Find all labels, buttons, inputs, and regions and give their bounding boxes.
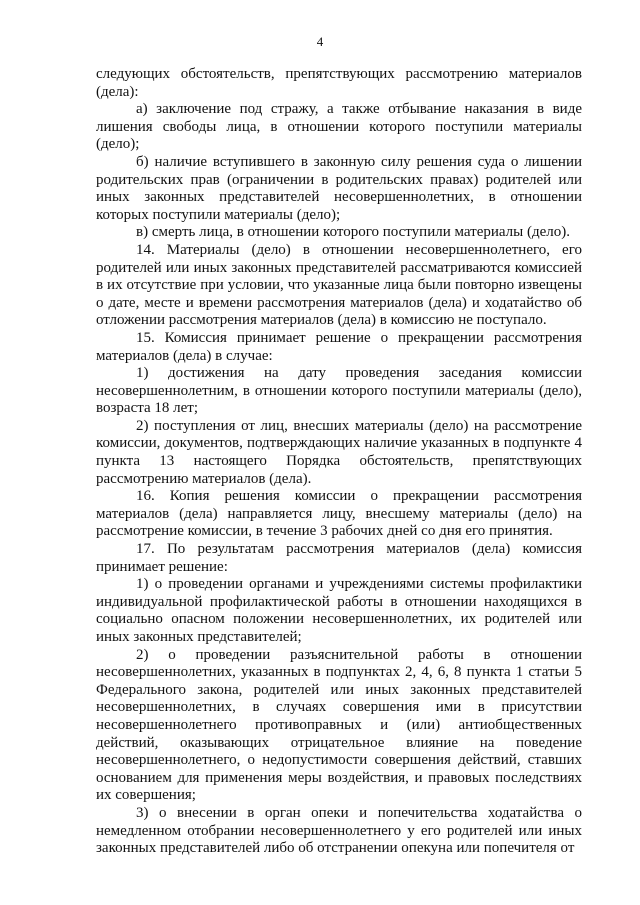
- paragraph: 14. Материалы (дело) в отношении несовершеннолетнего, его родителей или иных законных представителей рассматриваются комиссией в их отсутствие при условии, что указанные лица были повторно извещены о дате, месте и времени рассмотрения материалов (дела) и ходатайство об отложении рассмотрения материалов (дела) в комиссию не поступало.: [96, 241, 582, 329]
- paragraph: 1) о проведении органами и учреждениями системы профилактики индивидуальной профилактической работы в отношении находящихся в социально опасном положении несовершеннолетних, их родителей или иных законных представителей;: [96, 576, 582, 645]
- paragraph: 17. По результатам рассмотрения материалов (дела) комиссия принимает решение:: [96, 541, 582, 575]
- document-body: [96, 66, 582, 858]
- paragraph: а) заключение под стражу, а также отбывание наказания в виде лишения свободы лица, в отношении которого поступили материалы (дело);: [96, 101, 582, 153]
- paragraph: б) наличие вступившего в законную силу решения суда о лишении родительских прав (ограничении в родительских правах) родителей или иных законных представителей несовершеннолетних, в отношении которых поступили материалы (дело);: [96, 153, 582, 223]
- paragraph: 3) о внесении в орган опеки и попечительства ходатайства о немедленном отобрании несовершеннолетнего у его родителей или иных законных представителей либо об отстранении опекуна или попечителя от: [96, 804, 582, 857]
- paragraph: 2) о проведении разъяснительной работы в отношении несовершеннолетних, указанных в подпунктах 2, 4, 6, 8 пункта 1 статьи 5 Федерального закона, родителей или иных законных представителей несовершеннолетних, в случаях совершения ими в присутствии несовершеннолетнего противоправных и (или) антиобщественных действий, оказывающих отрицательное влияние на поведение несовершеннолетнего, о недопустимости совершения действий, ставших основанием для применения меры воздействия, и правовых последствиях их совершения;: [96, 646, 582, 804]
- paragraph: 1) достижения на дату проведения заседания комиссии несовершеннолетним, в отношении которого поступили материалы (дело), возраста 18 лет;: [96, 365, 582, 417]
- page-number: 4: [316, 34, 324, 49]
- paragraph: в) смерть лица, в отношении которого поступили материалы (дело).: [136, 224, 571, 241]
- paragraph: 2) поступления от лиц, внесших материалы (дело) на рассмотрение комиссии, документов, подтверждающих наличие указанных в подпункте 4 пункта 13 настоящего Порядка обстоятельств, препятствующих рассмотрению материалов (дела).: [96, 417, 582, 487]
- paragraph: 16. Копия решения комиссии о прекращении рассмотрения материалов (дела) направляется лицу, внесшему материалы (дело) на рассмотрение комиссии, в течение 3 рабочих дней со дня его принятия.: [96, 488, 582, 540]
- paragraph: следующих обстоятельств, препятствующих рассмотрению материалов (дела):: [96, 66, 582, 100]
- paragraph: 15. Комиссия принимает решение о прекращении рассмотрения материалов (дела) в случае:: [96, 329, 582, 364]
